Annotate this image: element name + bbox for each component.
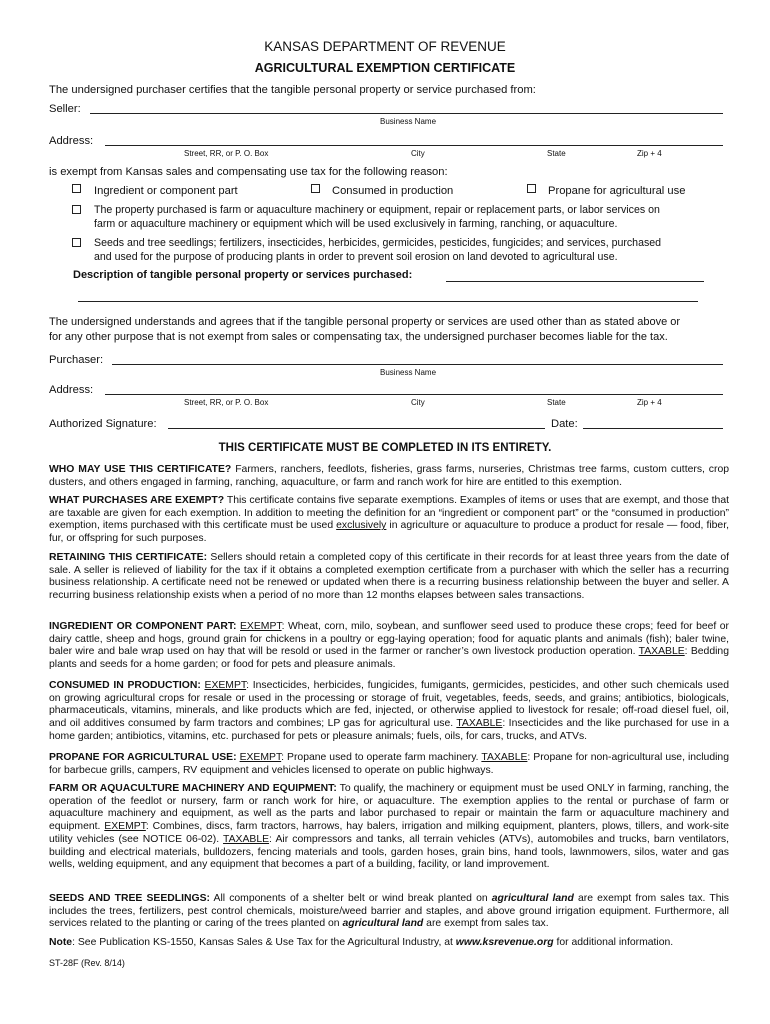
understanding-line-1: The undersigned understands and agrees that if the tangible personal property or services are used other than as stated above or <box>49 316 681 328</box>
retain-text: Sellers should retain a completed copy of this certificate in their records for at least three years from the date of sale. A seller is relieved of liability for the tax if it obtains a completed exemption certificate from a purchaser with which the seller has a recurring business relationship. A certificate need not be renewed or updated when there is a recurring business relationship between the buyer and seller. A recurring business relationship exists when a period of no more than 12 months elapses between sales transactions. <box>49 552 730 602</box>
purchaser-field[interactable] <box>112 364 723 365</box>
machinery-line-1: The property purchased is farm or aquaculture machinery or equipment, repair or replacement parts, or labor services on <box>94 204 660 216</box>
ingredient-heading: INGREDIENT OR COMPONENT PART: <box>49 621 237 632</box>
intro-text: The undersigned purchaser certifies that the tangible personal property or service purchased from: <box>49 84 536 96</box>
website-link[interactable]: www.ksrevenue.org <box>455 937 554 948</box>
propane-heading: PROPANE FOR AGRICULTURAL USE: <box>49 752 237 763</box>
purchaser-label: Purchaser: <box>49 354 104 366</box>
seeds-line-2: and used for the purpose of producing plants in order to prevent soil erosion on land devoted to agricultural use. <box>94 250 618 263</box>
seeds-line-1: Seeds and tree seedlings; fertilizers, insecticides, herbicides, germicides, pesticides, fungicides; and services, purchased <box>94 237 662 249</box>
machinery-taxable-text: : Air compressors and tanks, all terrain vehicles (ATVs), automobiles and trucks, barn ventilators, building and electrical materials, bulldozers, fencing materials and tools, garden hoses, grain bins, hand tools, lawnmowers, silos, water and gas wells, welding equipment, and any equipment that becomes a part of a building, facility, or land improvement. <box>49 833 729 871</box>
completion-notice: THIS CERTIFICATE MUST BE COMPLETED IN ITS ENTIRETY. <box>218 442 552 454</box>
purchaser-city-caption: City <box>411 398 425 407</box>
propane-label: Propane for agricultural use <box>548 185 686 197</box>
seller-field[interactable] <box>90 113 723 114</box>
propane-checkbox[interactable] <box>527 184 536 193</box>
ingredient-taxable-text: : Bedding plants and seeds for a home garden; or food for pets and pleasure animals. <box>49 646 729 671</box>
ingredient-section <box>49 621 729 672</box>
machinery-intro-text: To qualify, the machinery or equipment must be used ONLY in farming, ranching, the operation of the feedlot or nursery, farm or ranch work for hire, or aquaculture. The exemption applies to the rental or purchase of farm or aquaculture machinery and equipment, as well as the parts and labor purchased to repair or maintain the farm or aquaculture machinery and equipment. <box>49 783 729 833</box>
form-id: ST-28F (Rev. 8/14) <box>49 958 125 968</box>
signature-label: Authorized Signature: <box>49 418 157 430</box>
seller-address-field[interactable] <box>105 145 723 146</box>
machinery-text <box>94 204 660 231</box>
seedlings-heading: SEEDS AND TREE SEEDLINGS: <box>49 893 210 904</box>
seller-address-label: Address: <box>49 135 94 147</box>
propane-taxable-text: : Propane for non-agricultural use, including for barbecue grills, campers, RV equipment and vehicles licensed to operate on public highways. <box>49 752 729 776</box>
purchaser-address-field[interactable] <box>105 394 723 395</box>
machinery-exempt-word: EXEMPT <box>104 821 146 833</box>
machinery-checkbox[interactable] <box>72 205 81 214</box>
agricultural-land-term: agricultural land <box>491 893 574 904</box>
purchaser-zip-caption: Zip + 4 <box>637 398 662 407</box>
note-text-2: for additional information. <box>556 937 674 948</box>
what-text-1: This certificate contains five separate exemptions. Examples of items or uses that are exempt, and those that are taxable are given for each exemption. In addition to meeting the definition for an “ingredient or component part” or the “consumed in production” exemption, items purchased with this certificate must be used <box>49 495 730 532</box>
machinery-taxable-word: TAXABLE <box>223 833 270 845</box>
seeds-checkbox[interactable] <box>72 238 81 247</box>
date-field[interactable] <box>583 428 723 429</box>
seller-label: Seller: <box>49 103 81 115</box>
ingredient-label: Ingredient or component part <box>94 185 238 197</box>
seedlings-text-1: All components of a shelter belt or wind break planted on <box>213 893 488 904</box>
form-title: AGRICULTURAL EXEMPTION CERTIFICATE <box>254 61 516 75</box>
seedlings-section <box>49 893 729 931</box>
propane-exempt-word: EXEMPT <box>239 752 282 763</box>
propane-exempt-text: : Propane used to operate farm machinery. <box>281 752 479 763</box>
consumed-exempt-word: EXEMPT <box>204 680 247 691</box>
seeds-text <box>94 237 661 264</box>
ingredient-exempt-word: EXEMPT <box>240 621 282 632</box>
note-text-1: : See Publication KS-1550, Kansas Sales & Use Tax for the Agricultural Industry, at <box>72 937 453 948</box>
note-heading: Note <box>49 937 73 948</box>
seller-business-name-caption: Business Name <box>380 117 437 126</box>
consumed-heading: CONSUMED IN PRODUCTION: <box>49 680 201 691</box>
propane-section <box>49 752 729 777</box>
seller-street-caption: Street, RR, or P. O. Box <box>184 149 269 158</box>
description-label: Description of tangible personal property or services purchased: <box>73 269 413 281</box>
consumed-checkbox[interactable] <box>311 184 320 193</box>
machinery-section <box>49 783 729 872</box>
consumed-exempt-text: : Insecticides, herbicides, fungicides, fumigants, germicides, pesticides, and other such chemicals used on growing agricultural crops for resale or used in the processing or storage of fruit, vegetables, feeds, seeds, and grains; antibiotics, biologicals, pharmaceuticals, vitamins, minerals, and like products which are fed, injected, or otherwise applied to livestock for resale; off-road diesel fuel, oil, and oil additives consumed by farm tractors and combines; LP gas for agricultural use. <box>49 680 729 730</box>
what-section <box>49 495 729 546</box>
who-text: Farmers, ranchers, feedlots, fisheries, grass farms, nurseries, Christmas tree farms, custom cutters, crop dusters, and others engaged in farming, ranching, aquaculture, or farm and ranch work for hire are entitled to this exemption. <box>49 464 730 488</box>
date-label: Date: <box>551 418 578 430</box>
description-field-2[interactable] <box>78 301 698 302</box>
seller-state-caption: State <box>547 149 566 158</box>
agricultural-land-term-2: agricultural land <box>342 918 424 930</box>
retain-heading: RETAINING THIS CERTIFICATE: <box>49 552 208 563</box>
seller-city-caption: City <box>411 149 425 158</box>
consumed-taxable-word: TAXABLE <box>456 718 503 730</box>
agency-name: KANSAS DEPARTMENT OF REVENUE <box>264 39 506 54</box>
seedlings-text-3: are exempt from sales tax. <box>426 918 549 930</box>
purchaser-business-name-caption: Business Name <box>380 368 437 377</box>
seedlings-text-2: are exempt from sales tax. This includes the trees, fertilizers, pest control chemicals, moisture/weed barrier and staples, and above ground irrigation equipment. Furthermore, all services related to the planting or caring of the trees planted on <box>49 893 729 930</box>
what-heading: WHAT PURCHASES ARE EXEMPT? <box>49 495 225 506</box>
ingredient-taxable-word: TAXABLE <box>638 646 685 658</box>
machinery-exempt-text: : Combines, discs, farm tractors, harrows, hay balers, irrigation and milking equipment, planters, plows, tillers, and work-site utility vehicles (see NOTICE 06-02). <box>49 821 729 845</box>
who-heading: WHO MAY USE THIS CERTIFICATE? <box>49 464 232 475</box>
machinery-heading: FARM OR AQUACULTURE MACHINERY AND EQUIPMENT: <box>49 783 337 794</box>
consumed-section <box>49 680 729 744</box>
signature-field[interactable] <box>168 428 545 429</box>
description-field-1[interactable] <box>446 281 704 282</box>
machinery-line-2: farm or aquaculture machinery or equipment which will be used exclusively in farming, ranching, or aquaculture. <box>94 217 618 230</box>
who-section <box>49 464 729 489</box>
ingredient-exempt-text: : Wheat, corn, milo, soybean, and sunflower seed used to produce these crops; feed for beef or dairy cattle, sheep and hogs, ground grain for chickens in a poultry or egg-laying operation; food for aquatic plants and animals (fish); baler twine, baler wire and bale wrap used on hay that will be resold or used in the farmer or rancher’s own livestock production operation. <box>49 621 730 658</box>
reason-intro: is exempt from Kansas sales and compensating use tax for the following reason: <box>49 166 448 178</box>
retain-section <box>49 552 729 603</box>
purchaser-address-label: Address: <box>49 384 94 396</box>
understanding-line-2: for any other purpose that is not exempt from sales or compensating tax, the undersigned purchaser becomes liable for the tax. <box>49 331 668 343</box>
what-text-2: in agriculture or aquaculture to produce a product for resale — food, fiber, fur, or offspring for such purposes. <box>49 520 729 545</box>
ingredient-checkbox[interactable] <box>72 184 81 193</box>
note-section <box>49 937 729 950</box>
what-exclusively: exclusively <box>336 520 387 532</box>
purchaser-street-caption: Street, RR, or P. O. Box <box>184 398 269 407</box>
propane-taxable-word: TAXABLE <box>481 752 528 763</box>
consumed-taxable-text: : Insecticides and the like purchased for use in a home garden; antibiotics, vitamins, etc. purchased for pets or pleasure animals; fuels, oils, for cars, trucks, and ATVs. <box>49 718 729 742</box>
consumed-label: Consumed in production <box>332 185 454 197</box>
seller-zip-caption: Zip + 4 <box>637 149 662 158</box>
purchaser-state-caption: State <box>547 398 566 407</box>
